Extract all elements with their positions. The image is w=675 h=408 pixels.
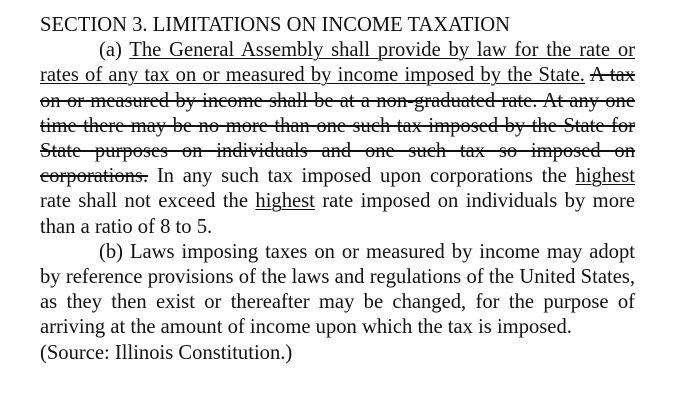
inserted-text: The General Assembly shall provide by law for the rate or rates of any tax on or measured by income imposed by the State. [40, 39, 636, 87]
paragraph-a-text: In any such tax imposed upon corporations the [156, 165, 567, 188]
document-page [40, 13, 635, 366]
paragraph-a-text: rate imposed on individuals by more than a ratio of 8 to 5. [40, 190, 635, 238]
paragraph-a-marker: (a) [99, 39, 122, 62]
paragraph-a [40, 38, 635, 240]
section-heading: SECTION 3. LIMITATIONS ON INCOME TAXATION [40, 14, 510, 36]
inserted-word: highest [575, 165, 636, 188]
paragraph-b: (b) Laws imposing taxes on or measured by income may adopt by reference provisions of the laws and regulations of the United States, as they then exist or thereafter may be changed, for the purpose of arriving at the amount of income upon which the tax is imposed. [40, 240, 635, 339]
inserted-word: highest [255, 190, 315, 213]
deleted-text: A tax on or measured by income shall be at a non-graduated rate. At any one time there may be no more than one such tax imposed by the State for State purposes on individuals and one such tax so imposed on corporations. [40, 64, 636, 188]
source-citation: (Source: Illinois Constitution.) [40, 341, 293, 364]
paragraph-a-text: rate shall not exceed the [40, 190, 248, 213]
